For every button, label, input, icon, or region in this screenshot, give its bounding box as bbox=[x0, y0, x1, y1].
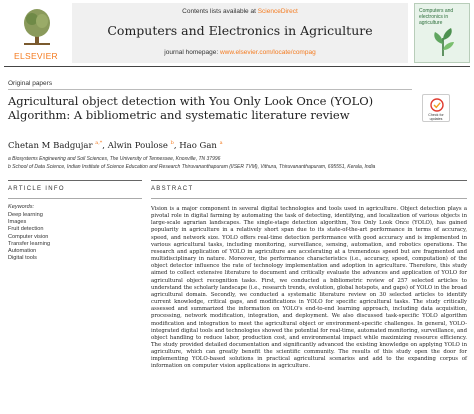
journal-cover[interactable] bbox=[414, 3, 470, 63]
divider bbox=[8, 180, 142, 181]
keyword: Transfer learning bbox=[8, 240, 51, 247]
keyword: Fruit detection bbox=[8, 226, 44, 233]
article-info-heading: ARTICLE INFO bbox=[8, 186, 65, 192]
article-title: Agricultural object detection with You Only Look Once (YOLO) Algorithm: A bibliometric and systematic literature review bbox=[8, 94, 374, 122]
keyword-list bbox=[8, 212, 50, 262]
keyword: Automation bbox=[8, 248, 37, 255]
author-list: Chetan M Badgujar $^{a,*}$, Alwin Poulose $^b$, Hao Gan $^a$ bbox=[8, 140, 223, 151]
publisher-logo-text: ELSEVIER bbox=[14, 51, 58, 61]
check-updates-label: Check for updates bbox=[428, 113, 444, 121]
author-name[interactable]: Hao Gan bbox=[179, 140, 217, 151]
keyword: Computer vision bbox=[8, 233, 49, 240]
author-marks: b bbox=[170, 140, 174, 146]
homepage-line bbox=[72, 49, 408, 56]
author-name[interactable]: Alwin Poulose bbox=[107, 140, 168, 151]
affiliation: a Biosystems Engineering and Soil Sciences, The University of Tennessee, Knoxville, TN 37996 bbox=[8, 156, 221, 162]
author-name[interactable]: Chetan M Badgujar bbox=[8, 140, 93, 151]
contents-line bbox=[72, 8, 408, 15]
journal-header bbox=[4, 3, 470, 67]
affiliation: b School of Data Science, Indian Institute of Science Education and Research Thiruvananthapuram (IISER TVM), Vithura, Thiruvananthapuram, 695551, Kerala, India bbox=[8, 164, 376, 170]
divider bbox=[8, 89, 412, 90]
keyword: Digital tools bbox=[8, 255, 37, 262]
journal-band bbox=[72, 3, 408, 63]
divider bbox=[151, 198, 467, 199]
author-marks: a,* bbox=[95, 140, 103, 146]
keyword: Images bbox=[8, 219, 27, 226]
check-updates-icon bbox=[430, 98, 444, 112]
contents-prefix: Contents lists available at bbox=[182, 8, 256, 15]
homepage-prefix: journal homepage: bbox=[164, 49, 219, 56]
plant-icon bbox=[429, 26, 457, 58]
keyword: Deep learning bbox=[8, 212, 43, 218]
keywords-label: Keywords: bbox=[8, 204, 35, 210]
abstract-heading: ABSTRACT bbox=[151, 186, 194, 192]
abstract-text: Vision is a major component in several digital technologies and tools used in agriculture. Object detection plays a pivotal role in digital farming by automating the task of detecting, identifying, and localization of various objects in large-scale agrarian landscapes. The single-stage detection algorithm, You Only Look Once (YOLO), has gained popularity in agriculture in a relatively short span due to its state-of-the-art performance in terms of accuracy, speed, and network size. YOLO offers real-time detection performance with good accuracy and is implemented in various agricultural tasks, including monitoring, surveillance, sensing, automation, and robotics operations. The research and application of YOLO in agriculture are accelerating at a tremendous speed but are fragmented and multidisciplinary in nature. Moreover, the performance characteristics (i.e., accuracy, speed, computation) of the object detector influence the rate of technology implementation and adoption in agriculture. Therefore, this study aimed to collect extensive literature to document and critically evaluate the advances and application of YOLO for agricultural object recognition tasks. First, we conducted a bibliometric review of 257 selected articles to understand the scholarly landscape (i.e., research trends, evolution, global hotspots, and gaps) of YOLO in the broad agricultural domain. Secondly, we conducted a systematic literature review on 30 selected articles to identify current knowledge, critical gaps, and modifications in YOLO for specific agricultural tasks. The study critically assessed and summarized the information on YOLO's end-to-end learning approach, including data acquisition, processing, network modification, integration, and deployment. We also discussed task-specific YOLO algorithm modification and integration to meet the agricultural object or environment-specific challenges. In general, YOLO-integrated digital tools and technologies showed the potential for real-time, automated monitoring, surveillance, and object handling to reduce labor, production cost, and environmental impact while maximizing resource efficiency. The study provided detailed documentation and significantly advanced the existing knowledge on applying YOLO in agriculture, which can greatly benefit the scientific community. The results of this study open the door for implementing YOLO-based solutions in practical agricultural scenarios and add to the expanding corpus of information on computer vision applications in agriculture. bbox=[151, 206, 467, 370]
cover-title: Computers and electronics in agriculture bbox=[419, 8, 454, 26]
author-marks: a bbox=[219, 140, 223, 146]
divider bbox=[8, 198, 142, 199]
journal-title[interactable]: Computers and Electronics in Agriculture bbox=[107, 23, 373, 38]
paper-type: Original papers bbox=[8, 80, 53, 87]
elsevier-tree-icon bbox=[22, 7, 52, 47]
check-for-updates-button[interactable] bbox=[422, 94, 450, 122]
homepage-link[interactable]: www.elsevier.com/locate/compag bbox=[219, 49, 316, 56]
sciencedirect-link[interactable]: ScienceDirect bbox=[257, 8, 298, 15]
elsevier-logo[interactable] bbox=[4, 3, 68, 63]
divider bbox=[151, 180, 467, 181]
